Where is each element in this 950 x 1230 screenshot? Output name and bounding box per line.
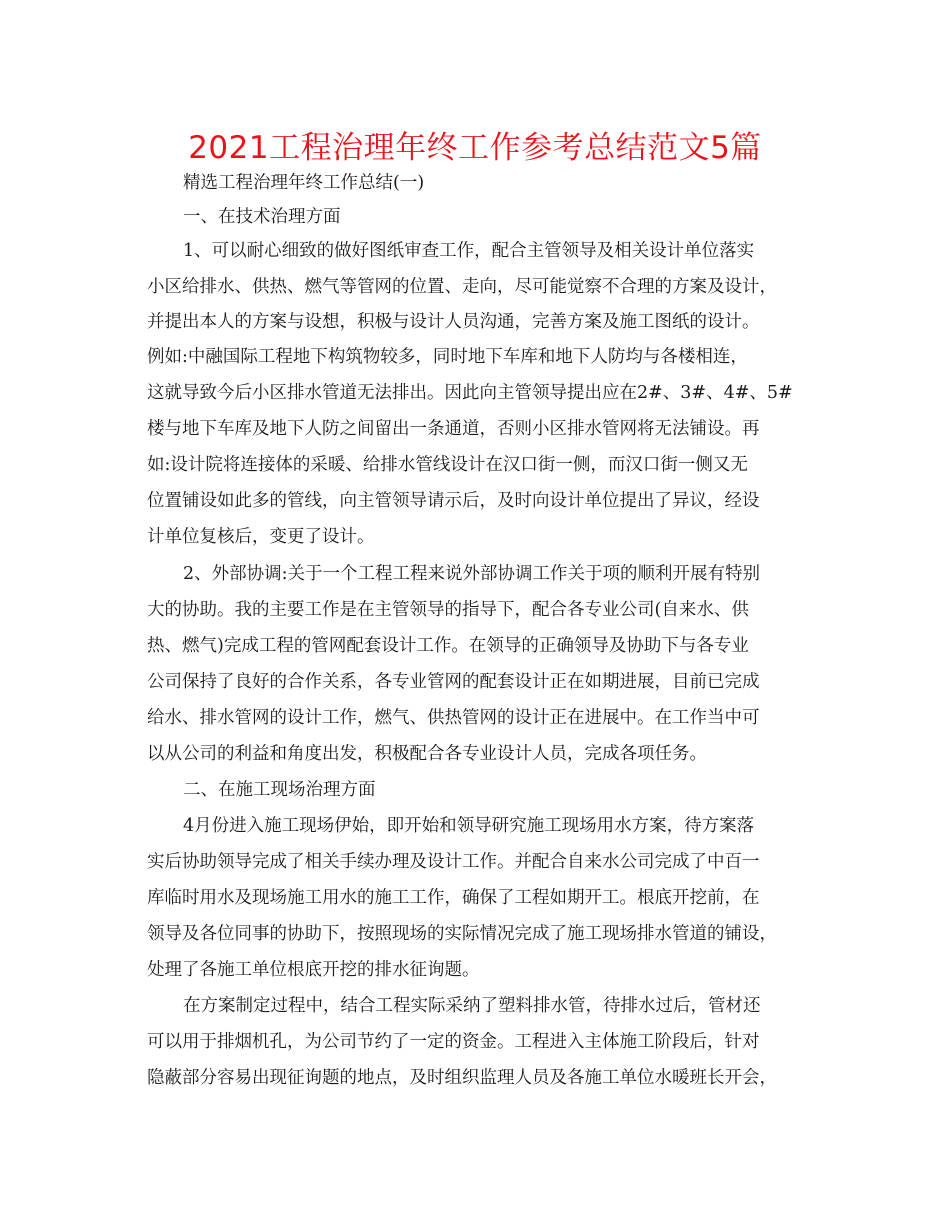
paragraph-line: 处理了各施工单位根底开挖的排水征询题。 <box>147 960 480 980</box>
paragraph-line: 以从公司的利益和角度出发，积极配合各专业设计人员，完成各项任务。 <box>147 744 707 764</box>
paragraph-line: 给水、排水管网的设计工作，燃气、供热管网的设计正在进展中。在工作当中可 <box>147 708 760 728</box>
paragraph-line: 1、可以耐心细致的做好图纸审查工作，配合主管领导及相关设计单位落实 <box>183 241 755 261</box>
paragraph-line: 在方案制定过程中，结合工程实际采纳了塑料排水管，待排水过后，管材还 <box>183 996 761 1016</box>
paragraph-line: 例如:中融国际工程地下构筑物较多，同时地下车库和地下人防均与各楼相连， <box>147 347 748 367</box>
paragraph-line: 公司保持了良好的合作关系，各专业管网的配套设计正在如期进展，目前已完成 <box>147 672 760 692</box>
paragraph-line: 可以用于排烟机孔，为公司节约了一定的资金。工程进入主体施工阶段后，针对 <box>147 1032 760 1052</box>
paragraph-line: 隐蔽部分容易出现征询题的地点，及时组织监理人员及各施工单位水暖班长开会， <box>147 1068 777 1088</box>
paragraph-line: 小区给排水、供热、燃气等管网的位置、走向，尽可能觉察不合理的方案及设计， <box>147 277 777 297</box>
paragraph-line: 实后协助领导完成了相关手续办理及设计工作。并配合自来水公司完成了中百一 <box>147 852 760 872</box>
paragraph-line: 楼与地下车库及地下人防之间留出一条通道，否则小区排水管网将无法铺设。再 <box>147 419 760 439</box>
paragraph-line: 库临时用水及现场施工用水的施工工作，确保了工程如期开工。根底开挖前，在 <box>147 888 760 908</box>
paragraph-line: 领导及各位同事的协助下，按照现场的实际情况完成了施工现场排水管道的铺设， <box>147 924 777 944</box>
paragraph-line: 2、外部协调:关于一个工程工程来说外部协调工作关于项的顺利开展有特别 <box>183 564 761 584</box>
subtitle: 精选工程治理年终工作总结(一) <box>183 173 425 193</box>
paragraph-line: 4月份进入施工现场伊始，即开始和领导研究施工现场用水方案，待方案落 <box>183 816 755 836</box>
document-title: 2021工程治理年终工作参考总结范文5篇 <box>188 130 762 166</box>
paragraph-line: 位置铺设如此多的管线，向主管领导请示后，及时向设计单位提出了异议，经设 <box>147 491 760 511</box>
paragraph-line: 这就导致今后小区排水管道无法排出。因此向主管领导提出应在2#、3#、4#、5# <box>147 383 793 403</box>
paragraph-line: 并提出本人的方案与设想，积极与设计人员沟通，完善方案及施工图纸的设计。 <box>147 312 760 332</box>
paragraph-line: 热、燃气)完成工程的管网配套设计工作。在领导的正确领导及协助下与各专业 <box>147 636 749 656</box>
section-heading-2: 二、在施工现场治理方面 <box>183 780 376 800</box>
paragraph-line: 如:设计院将连接体的采暖、给排水管线设计在汉口街一侧，而汉口街一侧又无 <box>147 455 748 475</box>
paragraph-line: 计单位复核后，变更了设计。 <box>147 527 375 547</box>
paragraph-line: 大的协助。我的主要工作是在主管领导的指导下，配合各专业公司(自来水、供 <box>147 600 749 620</box>
section-heading-1: 一、在技术治理方面 <box>183 207 341 227</box>
